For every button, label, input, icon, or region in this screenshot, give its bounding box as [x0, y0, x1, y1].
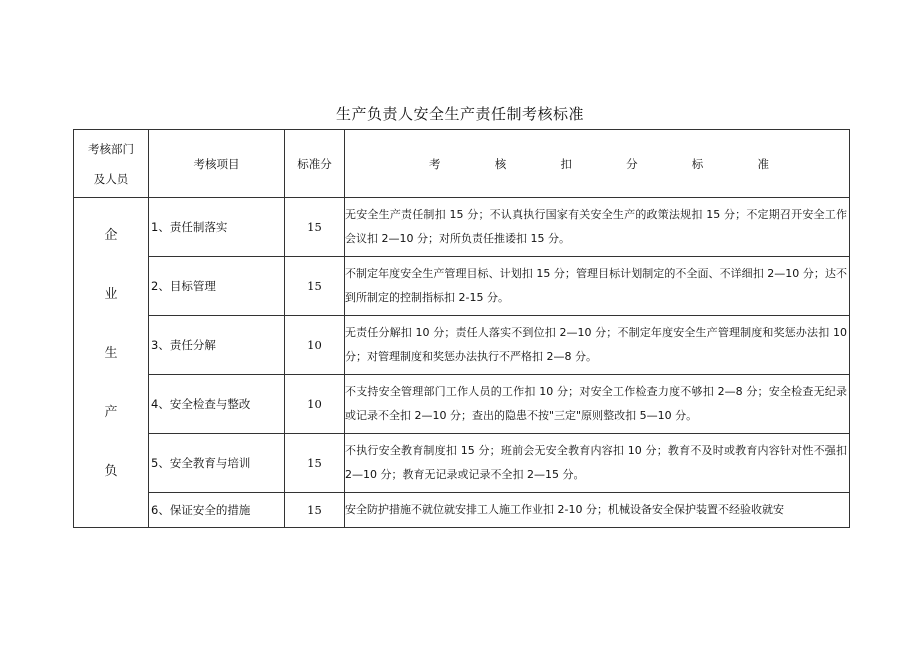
header-standard	[345, 130, 850, 198]
table-row	[74, 316, 850, 375]
dept-cell	[74, 198, 149, 528]
criteria-text: 不支持安全管理部门工作人员的工作扣 10 分；对安全工作检查力度不够扣 2—8 分；安全检查无纪录或记录不全扣 2—10 分；查出的隐患不按"三定"原则整改扣 5—10 分。	[345, 385, 847, 422]
score-cell: 15	[285, 434, 345, 493]
table-row	[74, 198, 850, 257]
criteria-cell	[345, 375, 850, 434]
header-standard-char: 标	[691, 156, 704, 171]
header-dept-line1: 考核部门	[88, 141, 134, 156]
criteria-text: 安全防护措施不就位就安排工人施工作业扣 2-10 分；机械设备安全保护装置不经验收就安	[345, 503, 784, 516]
header-standard-char: 准	[757, 156, 769, 171]
score-cell: 15	[285, 257, 345, 316]
criteria-cell	[345, 316, 850, 375]
item-cell: 5、安全教育与培训	[149, 434, 285, 493]
score-cell: 15	[285, 198, 345, 257]
header-dept-line2: 及人员	[93, 171, 129, 186]
header-standard-char: 分	[626, 156, 638, 171]
criteria-text: 无安全生产责任制扣 15 分；不认真执行国家有关安全生产的政策法规扣 15 分；不定期召开安全工作会议扣 2—10 分；对所负责任推诿扣 15 分。	[345, 208, 847, 245]
dept-char: 产	[104, 405, 118, 420]
criteria-cell	[345, 198, 850, 257]
dept-char: 生	[104, 346, 118, 361]
header-dept	[74, 130, 149, 198]
header-standard-char: 扣	[560, 156, 572, 171]
dept-char: 负	[104, 464, 118, 479]
dept-char: 业	[104, 287, 118, 302]
header-item: 考核项目	[149, 130, 285, 198]
table-header-row	[74, 130, 850, 198]
table-row	[74, 434, 850, 493]
table-row	[74, 257, 850, 316]
criteria-text: 不制定年度安全生产管理目标、计划扣 15 分；管理目标计划制定的不全面、不详细扣 2—10 分；达不到所制定的控制指标扣 2-15 分。	[345, 267, 847, 304]
header-score: 标准分	[285, 130, 345, 198]
assessment-table	[73, 129, 850, 528]
item-cell: 6、保证安全的措施	[149, 493, 285, 528]
item-cell: 1、责任制落实	[149, 198, 285, 257]
header-standard-char: 核	[494, 156, 507, 171]
score-cell: 10	[285, 316, 345, 375]
item-cell: 3、责任分解	[149, 316, 285, 375]
document-title: 生产负责人安全生产责任制考核标准	[335, 105, 584, 123]
item-cell: 2、目标管理	[149, 257, 285, 316]
criteria-text: 无责任分解扣 10 分；责任人落实不到位扣 2—10 分；不制定年度安全生产管理制度和奖惩办法扣 10 分；对管理制度和奖惩办法执行不严格扣 2—8 分。	[345, 326, 847, 363]
criteria-cell	[345, 257, 850, 316]
criteria-cell	[345, 434, 850, 493]
table-row	[74, 493, 850, 528]
table-row	[74, 375, 850, 434]
score-cell: 10	[285, 375, 345, 434]
header-standard-char: 考	[429, 156, 441, 171]
criteria-text: 不执行安全教育制度扣 15 分；班前会无安全教育内容扣 10 分；教育不及时或教育内容针对性不强扣 2—10 分；教育无记录或记录不全扣 2—15 分。	[345, 444, 847, 481]
dept-char: 企	[104, 228, 118, 243]
score-cell: 15	[285, 493, 345, 528]
criteria-cell	[345, 493, 850, 528]
item-cell: 4、安全检查与整改	[149, 375, 285, 434]
